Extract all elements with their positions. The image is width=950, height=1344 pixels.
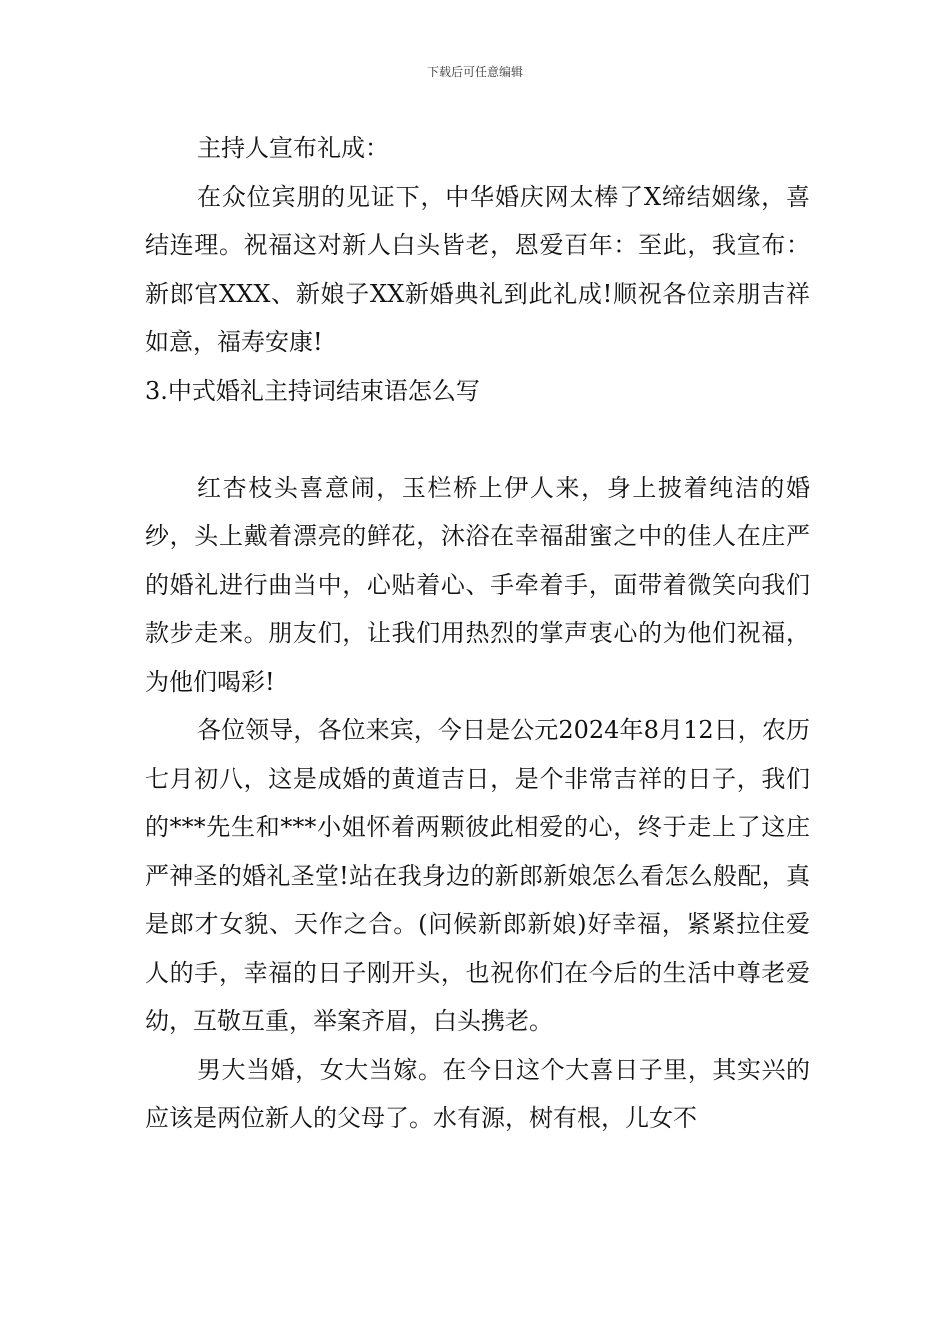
paragraph-welcome-guests: 各位领导，各位来宾，今日是公元2024年8月12日，农历七月初八，这是成婚的黄道吉日，是个非常吉祥的日子，我们的***先生和***小姐怀着两颗彼此相爱的心，终于走上了这庄严神圣的婚礼圣堂!站在我身边的新郎新娘怎么看怎么般配，真是郎才女貌、天作之合。(问候新郎新娘)好幸福，紧紧拉住爱人的手，幸福的日子刚开头，也祝你们在今后的生活中尊老爱幼，互敬互重，举案齐眉，白头携老。: [145, 716, 810, 1035]
blank-line: [145, 415, 810, 464]
paragraph-ceremony-announcement: 主持人宣布礼成：: [197, 134, 389, 162]
paragraph-parents: 男大当婚，女大当嫁。在今日这个大喜日子里，其实兴的应该是两位新人的父母了。水有源，树有根，儿女不: [145, 1055, 810, 1132]
paragraph-bride-entrance: 红杏枝头喜意闹，玉栏桥上伊人来，身上披着纯洁的婚纱，头上戴着漂亮的鲜花，沐浴在幸福甜蜜之中的佳人在庄严的婚礼进行曲当中，心贴着心、手牵着手，面带着微笑向我们款步走来。朋友们，让我们用热烈的掌声衷心的为他们祝福，为他们喝彩!: [145, 473, 810, 696]
section-title: 3.中式婚礼主持词结束语怎么写: [145, 376, 480, 405]
paragraph-ceremony-closing: 在众位宾朋的见证下，中华婚庆网太棒了X缔结姻缘，喜结连理。祝福这对新人白头皆老，恩爱百年：至此，我宣布：新郎官XXX、新娘子XX新婚典礼到此礼成!顺祝各位亲朋吉祥如意，福寿安康!: [145, 182, 810, 356]
page-header-note: 下载后可任意编辑: [426, 65, 523, 79]
document-body: [145, 124, 810, 1143]
